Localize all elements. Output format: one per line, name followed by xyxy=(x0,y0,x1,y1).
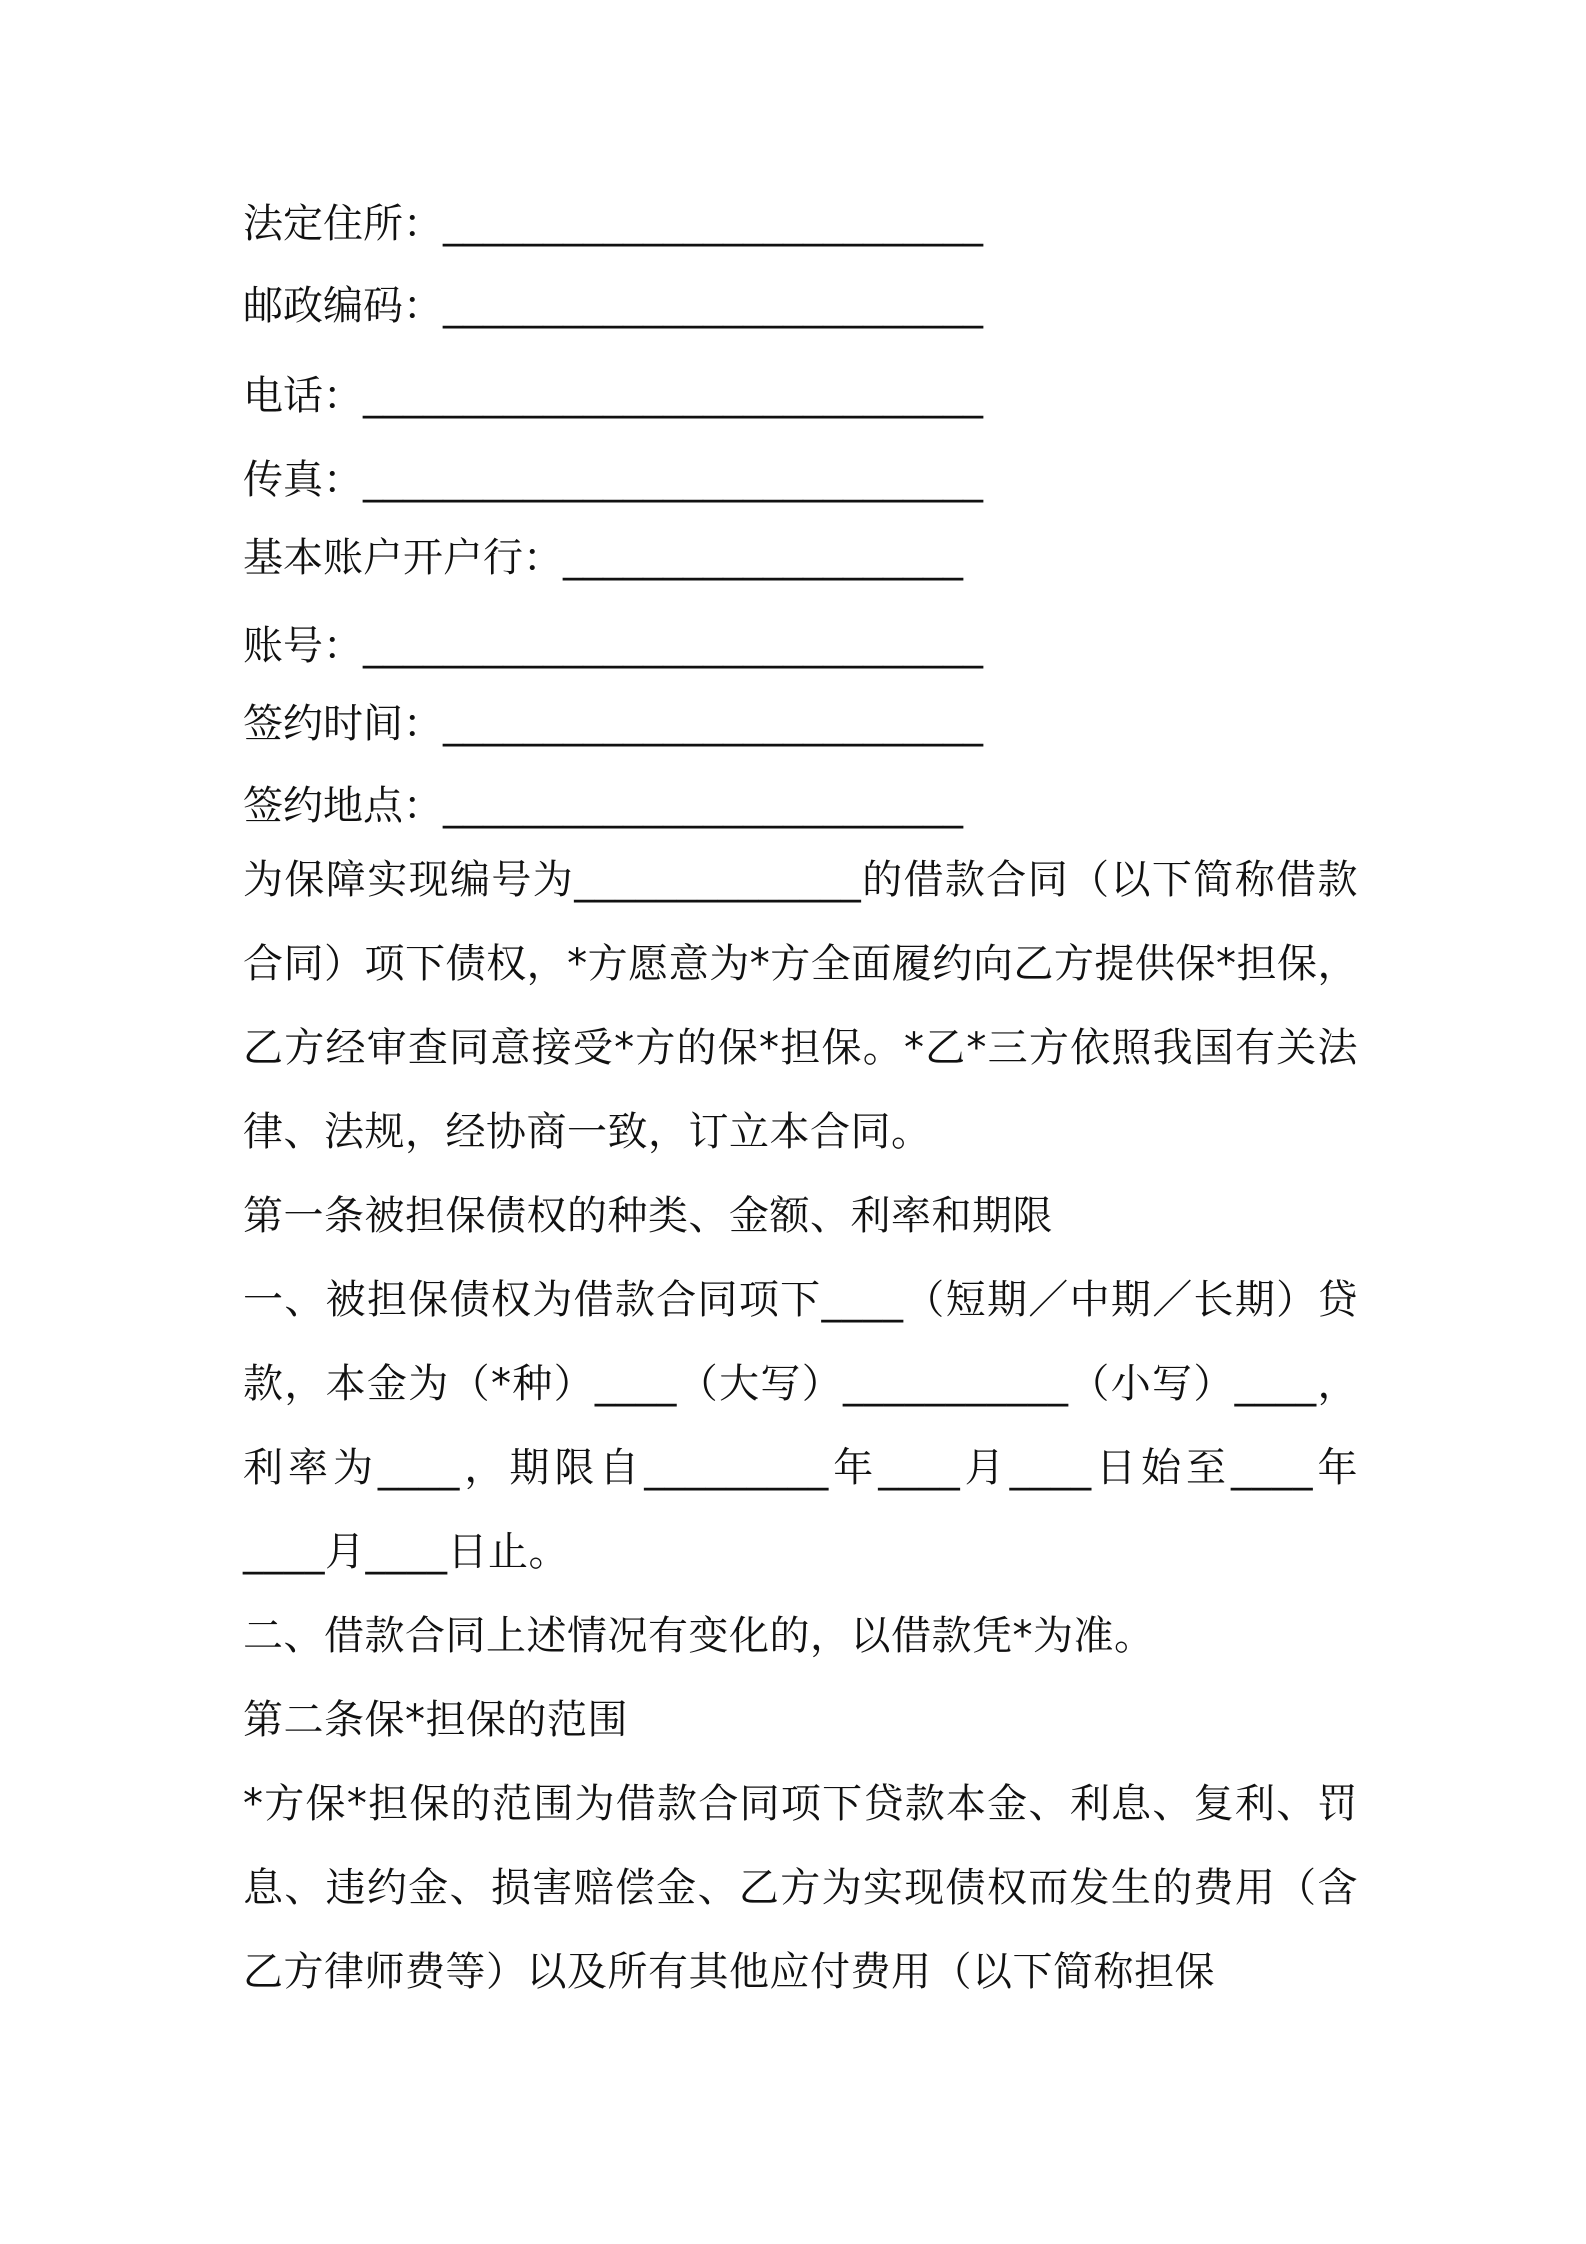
preamble-paragraph: 为保障实现编号为______________的借款合同（以下简称借款合同）项下债权，*方愿意为*方全面履约向乙方提供保*担保，乙方经审查同意接受*方的保*担保。*乙*三方依照我国有关法律、法规，经协商一致，订立本合同。 xyxy=(243,857,1358,1155)
field-bank: 基本账户开户行：____________________ xyxy=(243,535,963,581)
field-sign-place: 签约地点：__________________________ xyxy=(243,783,963,829)
article-1-clause-1: 一、被担保债权为借款合同项下____（短期／中期／长期）贷款，本金为（*种）____（大写）___________（小写）____，利率为____，期限自_________年____月____日始至____年____月____日止。 xyxy=(243,1277,1358,1575)
field-legal-address: 法定住所：___________________________ xyxy=(243,201,983,247)
field-account: 账号：_______________________________ xyxy=(243,623,983,669)
field-postal-code: 邮政编码：___________________________ xyxy=(243,283,983,329)
field-fax: 传真：_______________________________ xyxy=(243,457,983,503)
article-2-heading: 第二条保*担保的范围 xyxy=(243,1697,628,1743)
article-1-heading: 第一条被担保债权的种类、金额、利率和期限 xyxy=(243,1193,1053,1239)
article-2-scope-paragraph: *方保*担保的范围为借款合同项下贷款本金、利息、复利、罚息、违约金、损害赔偿金、乙方为实现债权而发生的费用（含乙方律师费等）以及所有其他应付费用（以下简称担保 xyxy=(243,1781,1358,1995)
article-1-clause-2: 二、借款合同上述情况有变化的，以借款凭*为准。 xyxy=(243,1613,1155,1659)
contract-text xyxy=(243,838,1358,2014)
field-phone: 电话：_______________________________ xyxy=(243,373,983,419)
field-sign-time: 签约时间：___________________________ xyxy=(243,701,983,747)
